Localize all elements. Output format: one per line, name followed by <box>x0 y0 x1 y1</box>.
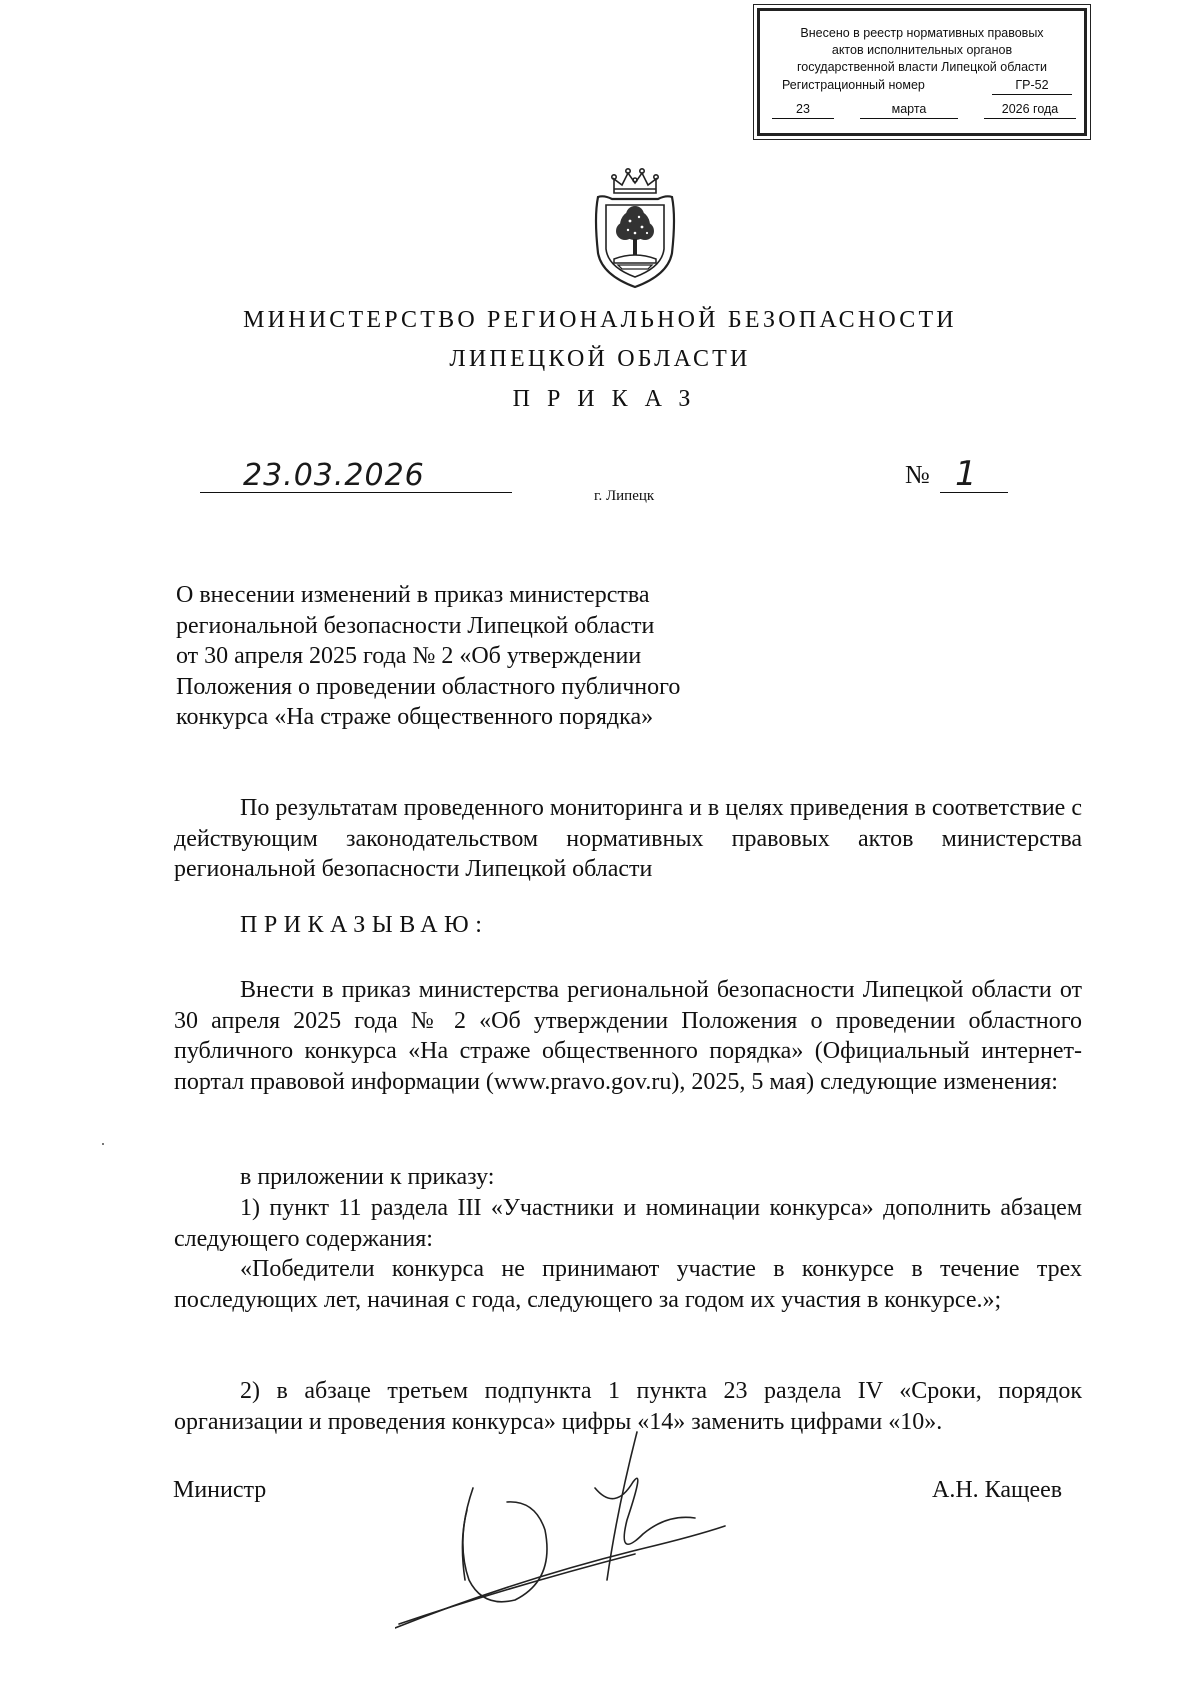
ministry-name-line1: МИНИСТЕРСТВО РЕГИОНАЛЬНОЙ БЕЗОПАСНОСТИ <box>243 307 957 333</box>
subject-line: О внесении изменений в приказ министерства <box>176 582 650 608</box>
number-label: № <box>905 460 930 489</box>
signer-name: А.Н. Кащеев <box>932 1477 1063 1503</box>
document-number: 1 <box>955 454 977 494</box>
subject-line: региональной безопасности Липецкой области <box>176 612 655 639</box>
registry-stamp-line2: актов исполнительных органов <box>831 43 1013 57</box>
registry-day: 23 <box>772 101 834 119</box>
signer-title: Министр <box>173 1477 267 1503</box>
ministry-name-line2: ЛИПЕЦКОЙ ОБЛАСТИ <box>449 346 751 372</box>
main-paragraph: Внести в приказ министерства региональной безопасности Липецкой области от 30 апреля 2025 года № 2 «Об утверждении Положения о проведении областного публичного конкурса «На страже общественного порядка» (Официальный интернет-портал правовой информации (www.pravo.gov.ru), 2025, 5 мая) следующие изменения: <box>174 977 1082 1095</box>
registry-number: ГР-52 <box>992 77 1072 95</box>
coat-of-arms-icon <box>584 167 686 291</box>
item-1-paragraph: 1) пункт 11 раздела III «Участники и номинации конкурса» дополнить абзацем следующего содержания: <box>174 1195 1082 1252</box>
document-city: г. Липецк <box>594 488 655 504</box>
decree-word: ПРИКАЗЫВАЮ: <box>240 912 489 938</box>
registry-stamp-line1: Внесено в реестр нормативных правовых <box>800 26 1044 40</box>
annex-intro: в приложении к приказу: <box>240 1164 495 1190</box>
registry-year: 2026 года <box>984 101 1076 119</box>
date-underline <box>200 492 512 493</box>
registry-month: марта <box>860 101 958 119</box>
number-underline <box>940 492 1008 493</box>
document-subject <box>176 580 776 733</box>
registry-stamp-line3: государственной власти Липецкой области <box>796 60 1048 74</box>
item-1-quote: «Победители конкурса не принимают участие в конкурсе в течение трех последующих лет, начиная с года, следующего за годом их участия в конкурсе.»; <box>174 1256 1082 1313</box>
preamble-paragraph: По результатам проведенного мониторинга и в целях приведения в соответствие с действующим законодательством нормативных правовых актов министерства региональной безопасности Липецкой области <box>174 795 1082 882</box>
registry-number-row <box>760 77 1084 95</box>
subject-line: конкурса «На страже общественного порядка» <box>176 704 654 730</box>
registry-stamp <box>757 8 1087 136</box>
scan-artifact <box>102 1143 104 1145</box>
subject-line: от 30 апреля 2025 года № 2 «Об утверждении <box>176 643 642 669</box>
document-type: ПРИКАЗ <box>512 386 708 412</box>
handwritten-signature <box>395 1430 735 1640</box>
registry-date-row <box>760 101 1084 119</box>
document-date: 23.03.2026 <box>243 458 425 493</box>
subject-line: Положения о проведении областного публичного <box>176 673 681 700</box>
registry-number-label: Регистрационный номер <box>782 78 925 92</box>
item-2-paragraph: 2) в абзаце третьем подпункта 1 пункта 23 раздела IV «Сроки, порядок организации и проведения конкурса» цифры «14» заменить цифрами «10». <box>174 1378 1082 1435</box>
